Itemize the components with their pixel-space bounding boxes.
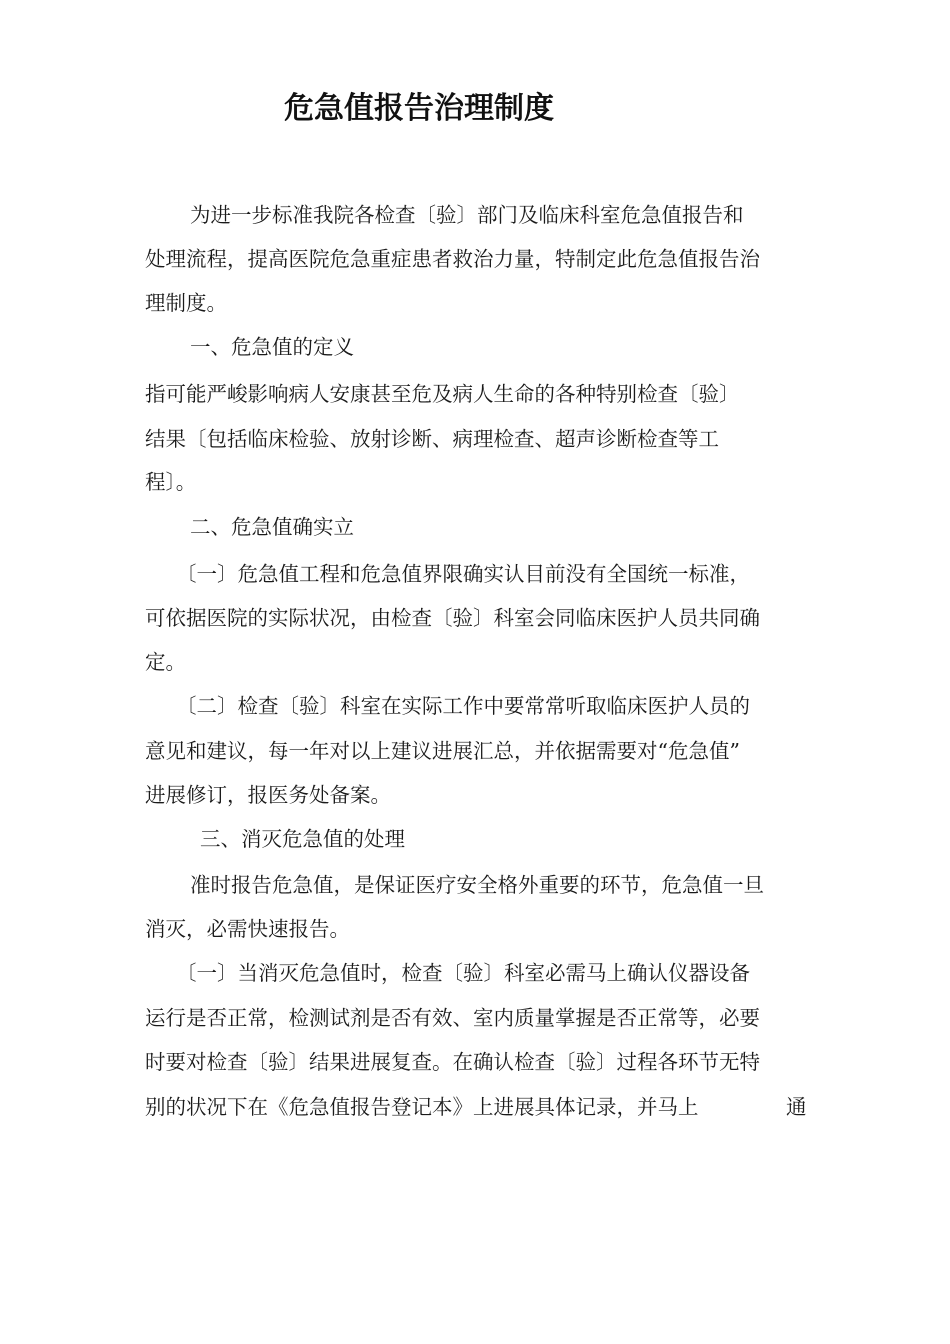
text-line: 指可能严峻影响病人安康甚至危及病人生命的各种特别检查〔验〕 <box>145 382 740 406</box>
text-line: 程〕。 <box>145 470 197 494</box>
text-line: 为进一步标准我院各检查〔验〕部门及临床科室危急值报告和 <box>190 203 744 227</box>
text-line: 结果〔包括临床检验、放射诊断、病理检查、超声诊断检查等工 <box>145 427 719 451</box>
text-line: 进展修订，报医务处备案。 <box>145 783 391 807</box>
text-line: 〔一〕危急值工程和危急值界限确实认目前没有全国统一标准， <box>176 562 750 586</box>
text-line: 运行是否正常，检测试剂是否有效、室内质量掌握是否正常等，必要 <box>145 1006 760 1030</box>
text-line: 通 <box>786 1095 807 1119</box>
text-line: 〔二〕检查〔验〕科室在实际工作中要常常听取临床医护人员的 <box>176 694 750 718</box>
section-heading: 三、消灭危急值的处理 <box>200 827 405 851</box>
text-line: 意见和建议，每一年对以上建议进展汇总，并依据需要对“危急值” <box>145 739 740 763</box>
section-heading: 一、危急值的定义 <box>190 335 354 359</box>
text-line: 消灭，必需快速报告。 <box>145 917 350 941</box>
text-line: 可依据医院的实际状况，由检查〔验〕科室会同临床医护人员共同确 <box>145 606 760 630</box>
text-line: 定。 <box>145 650 186 674</box>
text-line: 理制度。 <box>145 291 227 315</box>
text-line: 别的状况下在《危急值报告登记本》上进展具体记录，并马上 <box>145 1095 699 1119</box>
text-line: 〔一〕当消灭危急值时，检查〔验〕科室必需马上确认仪器设备 <box>176 961 750 985</box>
text-line: 准时报告危急值，是保证医疗安全格外重要的环节，危急值一旦 <box>190 873 764 897</box>
section-heading: 二、危急值确实立 <box>190 515 354 539</box>
text-line: 处理流程，提高医院危急重症患者救治力量，特制定此危急值报告治 <box>145 247 760 271</box>
document-title: 危急值报告治理制度 <box>284 91 554 126</box>
text-line: 时要对检查〔验〕结果进展复查。在确认检查〔验〕过程各环节无特 <box>145 1050 760 1074</box>
